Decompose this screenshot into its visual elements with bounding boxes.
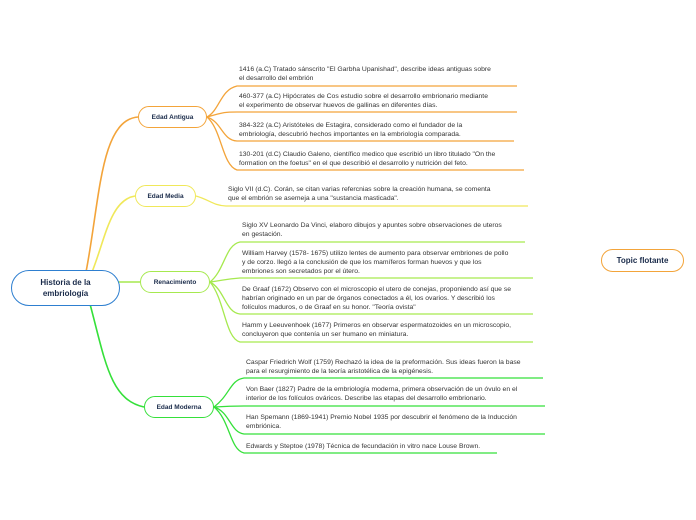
leaf-topic[interactable]: Caspar Friedrich Wolf (1759) Rechazó la idea de la preformación. Sus ideas fueron la base para el resurgimiento de la teoría aristotélica de la epigénesis.	[246, 359, 521, 375]
leaf-topic[interactable]: Siglo XV Leonardo Da Vinci, elaboro dibujos y apuntes sobre observaciones de uteros en gestación.	[242, 222, 502, 238]
leaf-topic[interactable]: Von Baer (1827) Padre de la embriología moderna, primera observación de un óvulo en el interior de los folículos ováricos. Describe las etapas del desarrollo embrionario.	[246, 386, 518, 402]
branch-label: Edad Antigua	[151, 113, 194, 121]
connector-antigua-2	[207, 112, 517, 117]
connector-renacimiento-2	[210, 278, 533, 282]
branch-edad-moderna[interactable]	[144, 396, 214, 418]
branch-label: Edad Moderna	[156, 403, 202, 411]
leaf-topic[interactable]: 384-322 (a.C) Aristóteles de Estagira, considerado como el fundador de la embriología, descubrió hechos importantes en la embriología comparada.	[239, 122, 463, 138]
branch-label: Edad Media	[147, 192, 184, 200]
leaf-topic[interactable]: Edwards y Steptoe (1978) Técnica de fecundación in vitro nace Louse Brown.	[246, 443, 481, 450]
leaf-topic[interactable]: De Graaf (1672) Observo con el microscopio el utero de conejas, proponiendo así que se habrían originado en un par de órganos conectados a él, los ovarios. Y describió los folículos maduros, o de Graaf en su honor. "Teoría ovista"	[242, 286, 512, 311]
leaf-topic[interactable]: 460-377 (a.C) Hipócrates de Cos estudio sobre el desarrollo embrionario mediante el experimento de observar huevos de gallinas en diferentes días.	[239, 93, 488, 109]
leaf-topic[interactable]: William Harvey (1578- 1675) utilizo lentes de aumento para observar embriones de pollo y de corzo. llegó a la conclusión de que los mamíferos forman huevos y que los embriones son secretados por el útero.	[242, 250, 509, 275]
leaf-topic[interactable]: Han Spemann (1869-1941) Premio Nobel 1935 por descubrir el fenómeno de la Inducción embriónica.	[246, 414, 517, 430]
branch-label: Renacimiento	[153, 278, 197, 286]
connector-root-moderna	[90, 304, 144, 407]
leaf-topic[interactable]: Hamm y Leeuvenhoek (1677) Primeros en observar espermatozoides en un microscopio, concluyeron que contenía un ser humano en miniatura.	[242, 322, 511, 338]
leaf-topic[interactable]: 1416 (a.C) Tratado sánscrito "El Garbha Upanishad", describe ideas antiguas sobre el desarrollo del embrión	[239, 66, 491, 82]
branch-edad-antigua[interactable]	[138, 106, 207, 128]
floating-topic-label: Topic flotante	[616, 256, 669, 265]
leaf-topic[interactable]: 130-201 (d.C) Claudio Galeno, científico medico que escribió un libro titulado "On the formation on the foetus" en el que describió el desarrollo y nutrición del feto.	[239, 151, 496, 167]
branch-renacimiento[interactable]	[140, 271, 210, 293]
branch-edad-media[interactable]	[135, 185, 196, 207]
central-topic-label: Historia de la embriología	[40, 278, 91, 298]
connector-root-antigua	[86, 117, 138, 272]
central-topic[interactable]	[11, 270, 120, 306]
leaf-topic[interactable]: Siglo VII (d.C). Corán, se citan varias refercnias sobre la creación humana, se comenta que el embrión se asemeja a una "sustancia masticada".	[228, 186, 491, 202]
floating-topic[interactable]	[601, 249, 684, 272]
connector-moderna-2	[214, 406, 545, 407]
connector-root-media	[92, 196, 135, 272]
